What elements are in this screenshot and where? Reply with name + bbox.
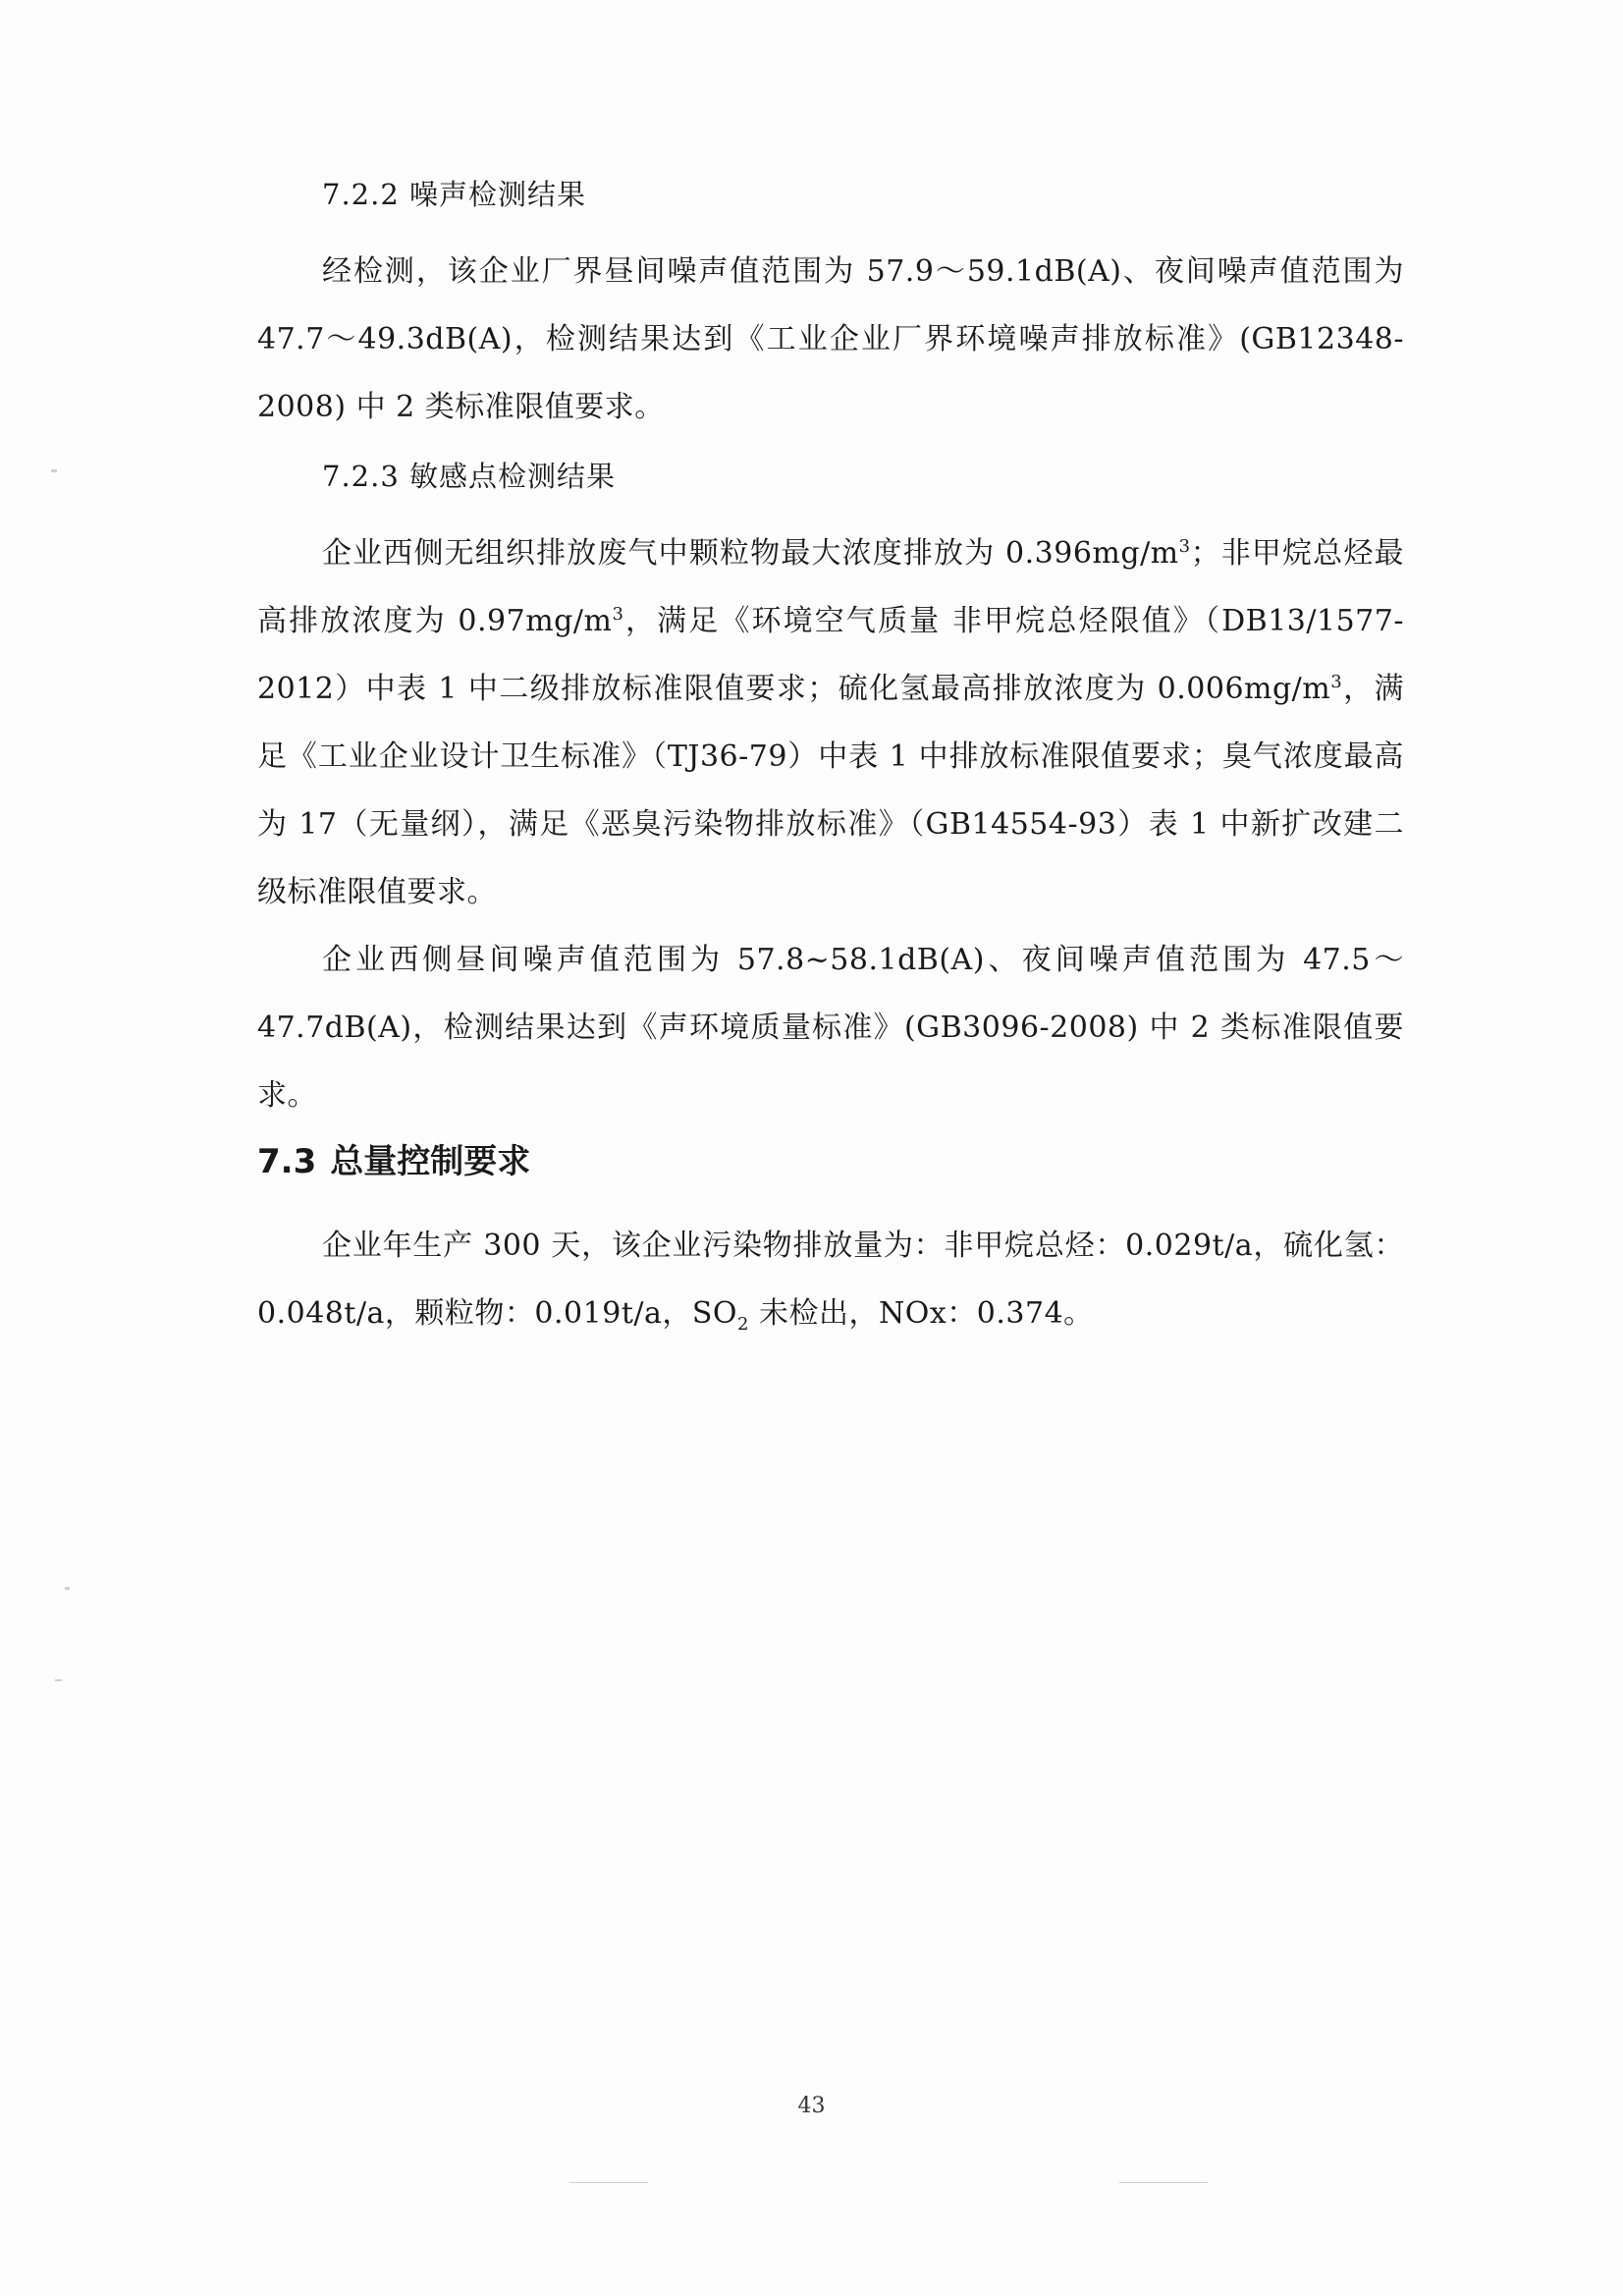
scan-speck [65,1587,70,1590]
subsection-heading-723: 7.2.3 敏感点检测结果 [322,460,617,493]
scan-speck [569,2182,648,2183]
superscript: 3 [1330,672,1343,692]
scan-speck [1119,2182,1208,2183]
text-run: ；非甲烷总烃最高排放浓度为 0.97mg/m [257,536,1404,638]
subsection-heading-722: 7.2.2 噪声检测结果 [322,178,587,211]
scan-speck [51,469,57,472]
section-number: 7.3 [257,1142,317,1181]
text-run: ，满足《环境空气质量 非甲烷总烃限值》（DB13/1577-2012）中表 1 中二级排放标准限值要求；硫化氢最高排放浓度为 0.006mg/m [257,604,1404,706]
section-heading-73 [257,1137,1404,1186]
subscript: 2 [737,1314,749,1335]
superscript: 3 [1178,536,1191,557]
superscript: 3 [612,604,624,625]
scan-speck [55,1679,62,1681]
sensitive-point-paragraph [257,519,1404,926]
page-number: 43 [797,2094,826,2118]
text-run: 未检出，NOx：0.374。 [748,1296,1094,1331]
noise-result-paragraph: 经检测，该企业厂界昼间噪声值范围为 57.9～59.1dB(A)、夜间噪声值范围为 47.7～49.3dB(A)，检测结果达到《工业企业厂界环境噪声排放标准》(GB12348-2008) 中 2 类标准限值要求。 [257,254,1404,424]
total-control-paragraph [257,1212,1404,1347]
sensitive-point-noise-paragraph: 企业西侧昼间噪声值范围为 57.8~58.1dB(A)、夜间噪声值范围为 47.5～47.7dB(A)，检测结果达到《声环境质量标准》(GB3096-2008) 中 2 类标准限值要求。 [257,943,1404,1113]
body-content [257,175,1404,1347]
text-run: 企业年生产 300 天，该企业污染物排放量为：非甲烷总烃：0.029t/a，硫化氢：0.048t/a，颗粒物：0.019t/a，SO [257,1229,1404,1331]
text-run: 企业西侧无组织排放废气中颗粒物最大浓度排放为 0.396mg/m [322,536,1179,571]
section-title: 总量控制要求 [330,1142,531,1181]
text-run: ，满足《工业企业设计卫生标准》（TJ36-79）中表 1 中排放标准限值要求；臭气浓度最高为 17（无量纲），满足《恶臭污染物排放标准》（GB14554-93）表 1 中新扩改建二级标准限值要求。 [257,672,1405,909]
